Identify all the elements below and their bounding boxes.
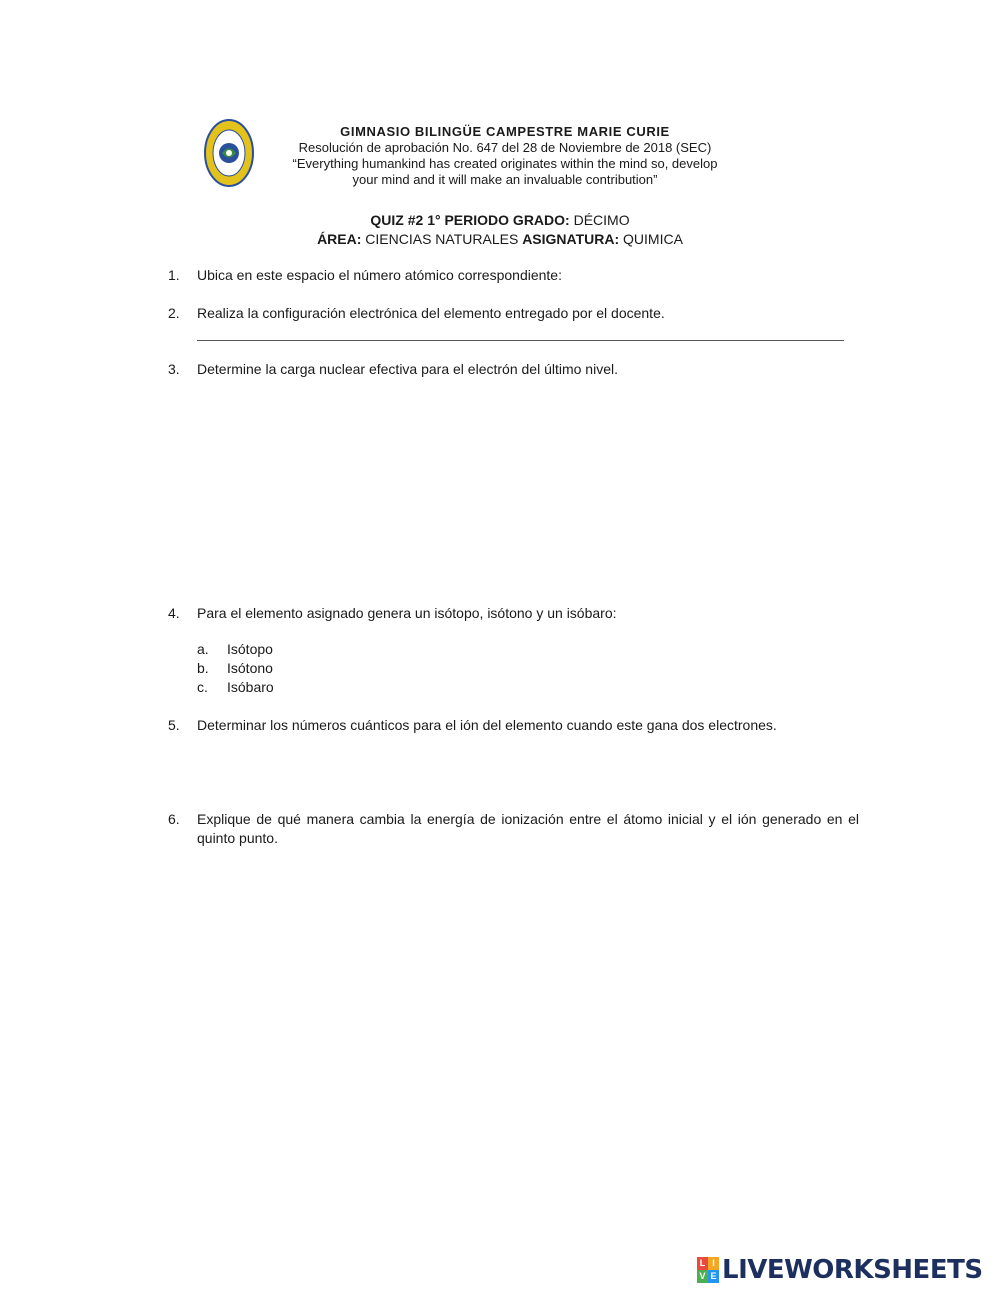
subitem-letter: c. xyxy=(197,679,208,695)
subitem-text: Isótono xyxy=(227,660,273,676)
question-text: Realiza la configuración electrónica del elemento entregado por el docente. xyxy=(197,305,665,321)
subitem-letter: a. xyxy=(197,641,209,657)
question-number: 5. xyxy=(168,717,180,733)
question-number: 3. xyxy=(168,361,180,377)
area-label: ÁREA: xyxy=(317,231,362,247)
school-header xyxy=(255,124,755,188)
question-text: Ubica en este espacio el número atómico correspondiente: xyxy=(197,267,562,283)
brand-letter: V xyxy=(697,1270,708,1283)
subject-value: QUIMICA xyxy=(619,231,683,247)
resolution-text: Resolución de aprobación No. 647 del 28 de Noviembre de 2018 (SEC) xyxy=(298,140,712,155)
motto-line-1: “Everything humankind has created originates within the mind so, develop xyxy=(292,156,718,171)
quiz-title xyxy=(0,211,1000,249)
question-number: 6. xyxy=(168,811,180,827)
subject-label: ASIGNATURA: xyxy=(522,231,620,247)
liveworksheets-logo-icon xyxy=(697,1257,719,1283)
quiz-period-label: QUIZ #2 1° PERIODO GRADO: xyxy=(370,212,570,228)
grade-value: DÉCIMO xyxy=(569,212,630,228)
subitem-letter: b. xyxy=(197,660,209,676)
subitem-text: Isóbaro xyxy=(227,679,274,695)
brand-letter: I xyxy=(708,1257,719,1270)
brand-letter: E xyxy=(708,1270,719,1283)
school-name: GIMNASIO BILINGÜE CAMPESTRE MARIE CURIE xyxy=(340,124,670,139)
brand-letter: L xyxy=(697,1257,708,1270)
liveworksheets-brand xyxy=(697,1255,983,1285)
quiz-title-line-1 xyxy=(0,211,1000,230)
subitem-text: Isótopo xyxy=(227,641,273,657)
area-value: CIENCIAS NATURALES xyxy=(361,231,523,247)
answer-line[interactable] xyxy=(197,340,844,341)
question-number: 2. xyxy=(168,305,180,321)
quiz-title-line-2 xyxy=(0,230,1000,249)
question-number: 4. xyxy=(168,605,180,621)
motto-line-2: your mind and it will make an invaluable contribution” xyxy=(352,172,658,187)
question-text: Para el elemento asignado genera un isótopo, isótono y un isóbaro: xyxy=(197,605,617,621)
school-seal-logo xyxy=(203,118,255,188)
question-text: Explique de qué manera cambia la energía de ionización entre el átomo inicial y el ión generado en el quinto punto. xyxy=(197,811,859,846)
brand-wordmark: LIVEWORKSHEETS xyxy=(722,1255,983,1285)
question-text: Determine la carga nuclear efectiva para el electrón del último nivel. xyxy=(197,361,618,377)
question-number: 1. xyxy=(168,267,180,283)
question-text: Determinar los números cuánticos para el ión del elemento cuando este gana dos electrones. xyxy=(197,717,777,733)
